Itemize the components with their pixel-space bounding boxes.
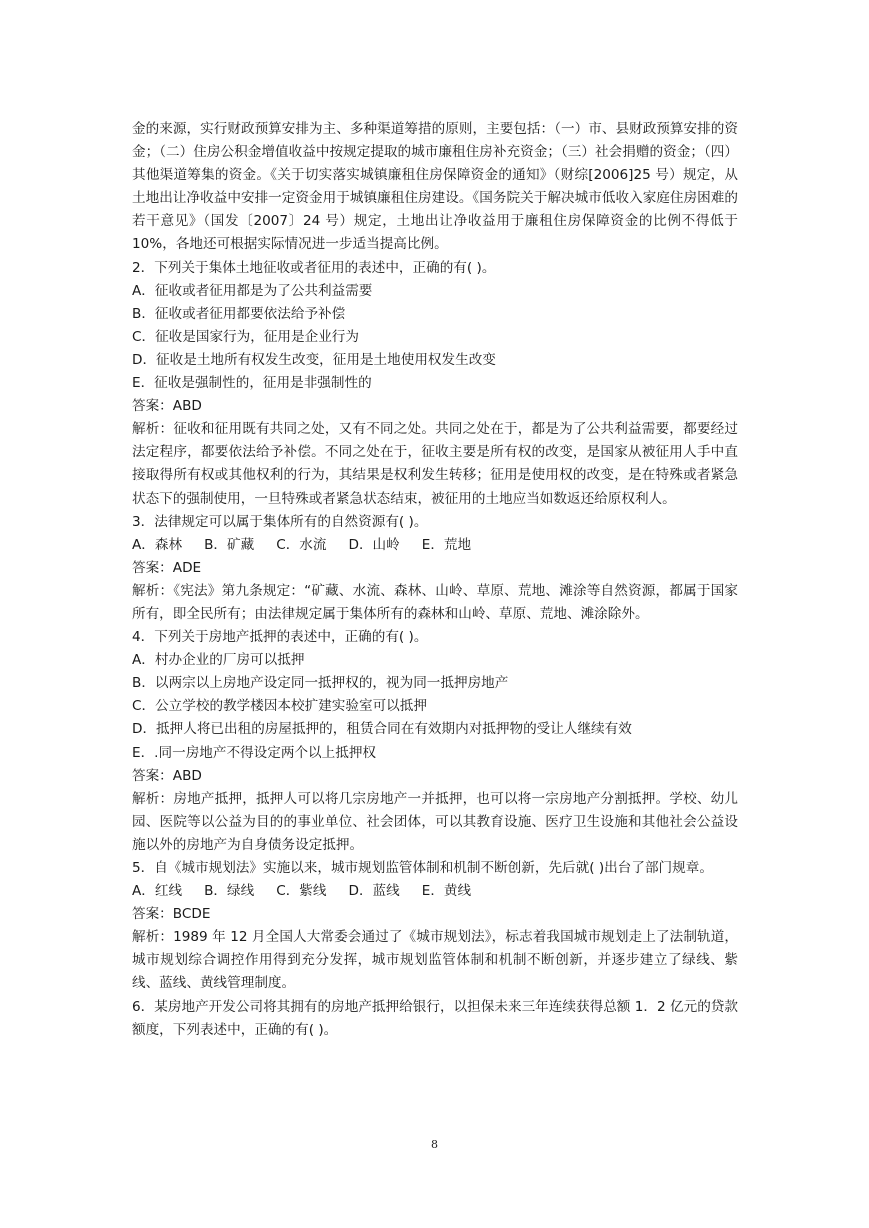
analysis: 解析：《宪法》第九条规定：“矿藏、水流、森林、山岭、草原、荒地、滩涂等自然资源，都属于国家所有，即全民所有；由法律规定属于集体所有的森林和山岭、草原、荒地、滩涂除外。: [132, 582, 738, 622]
question-stem: 2．下列关于集体土地征收或者征用的表述中，正确的有( )。: [132, 259, 496, 276]
analysis: 解析：征收和征用既有共同之处，又有不同之处。共同之处在于，都是为了公共利益需要，都要经过法定程序，都要依法给予补偿。不同之处在于，征收主要是所有权的改变，是国家从被征用人手中直接取得所有权或其他权利的行为，其结果是权利发生转移；征用是使用权的改变，是在特殊或者紧急状态下的强制使用，一旦特殊或者紧急状态结束，被征用的土地应当如数返还给原权利人。: [132, 421, 738, 507]
answer: 答案：ADE: [132, 559, 202, 576]
intro-paragraph: 金的来源，实行财政预算安排为主、多种渠道筹措的原则，主要包括：（一）市、县财政预算安排的资金；（二）住房公积金增值收益中按规定提取的城市廉租住房补充资金；（三）社会捐赠的资金；（四）其他渠道筹集的资金。《关于切实落实城镇廉租住房保障资金的通知》（财综[2006]25 号）规定，从土地出让净收益中安排一定资金用于城镇廉租住房建设。《国务院关于解决城市低收入家庭住房困难的若干意见》（国发〔2007〕24 号）规定，土地出让净收益用于廉租住房保障资金的比例不得低于 10%，各地还可根据实际情况进一步适当提高比例。: [132, 121, 738, 253]
option-a: A．森林: [132, 536, 183, 553]
option-b: B．以两宗以上房地产设定同一抵押权的，视为同一抵押房地产: [132, 675, 509, 692]
question-3: [132, 511, 738, 626]
analysis: 解析：1989 年 12 月全国人大常委会通过了《城市规划法》，标志着我国城市规划走上了法制轨道，城市规划综合调控作用得到充分发挥，城市规划监管体制和机制不断创新，并逐步建立了绿线、紫线、蓝线、黄线管理制度。: [132, 929, 738, 992]
analysis: 解析：房地产抵押，抵押人可以将几宗房地产一并抵押，也可以将一宗房地产分割抵押。学校、幼儿园、医院等以公益为目的的事业单位、社会团体，可以其教育设施、医疗卫生设施和其他社会公益设施以外的房地产为自身债务设定抵押。: [132, 790, 738, 853]
question-6: [132, 996, 738, 1042]
question-stem: 5．自《城市规划法》实施以来，城市规划监管体制和机制不断创新，先后就( )出台了部门规章。: [132, 860, 713, 876]
option-b: B．矿藏: [204, 536, 255, 553]
option-e: E．征收是强制性的，征用是非强制性的: [132, 375, 372, 392]
option-d: D．蓝线: [348, 883, 400, 900]
question-2: [132, 257, 738, 511]
option-c: C．征收是国家行为，征用是企业行为: [132, 328, 359, 345]
question-5: [132, 857, 738, 996]
answer: 答案：ABD: [132, 398, 202, 415]
option-e: E．黄线: [421, 883, 472, 900]
options-row: [132, 880, 738, 903]
question-4: [132, 626, 738, 857]
question-stem: 3．法律规定可以属于集体所有的自然资源有( )。: [132, 513, 428, 530]
option-c: C．水流: [276, 536, 327, 553]
option-a: A．村办企业的厂房可以抵押: [132, 652, 305, 669]
option-d: D．征收是土地所有权发生改变，征用是土地使用权发生改变: [132, 351, 496, 368]
options-row: [132, 534, 738, 557]
page-content: [132, 118, 738, 1042]
option-c: C．紫线: [276, 883, 327, 900]
answer: 答案：BCDE: [132, 906, 211, 923]
option-b: B．征收或者征用都要依法给予补偿: [132, 305, 346, 322]
option-e: E．荒地: [421, 536, 472, 553]
question-stem: 6．某房地产开发公司将其拥有的房地产抵押给银行，以担保未来三年连续获得总额 1．2 亿元的贷款额度，下列表述中，正确的有( )。: [132, 998, 738, 1038]
option-b: B．绿线: [204, 883, 255, 900]
option-d: D．山岭: [348, 536, 400, 553]
question-stem: 4．下列关于房地产抵押的表述中，正确的有( )。: [132, 629, 428, 646]
answer: 答案：ABD: [132, 767, 202, 784]
option-a: A．征收或者征用都是为了公共利益需要: [132, 282, 373, 299]
page-number: 8: [431, 1138, 438, 1151]
option-c: C．公立学校的教学楼因本校扩建实验室可以抵押: [132, 698, 427, 715]
option-a: A．红线: [132, 883, 183, 900]
option-e: E．.同一房地产不得设定两个以上抵押权: [132, 744, 377, 761]
option-d: D．抵押人将已出租的房屋抵押的，租赁合同在有效期内对抵押物的受让人继续有效: [132, 721, 632, 738]
